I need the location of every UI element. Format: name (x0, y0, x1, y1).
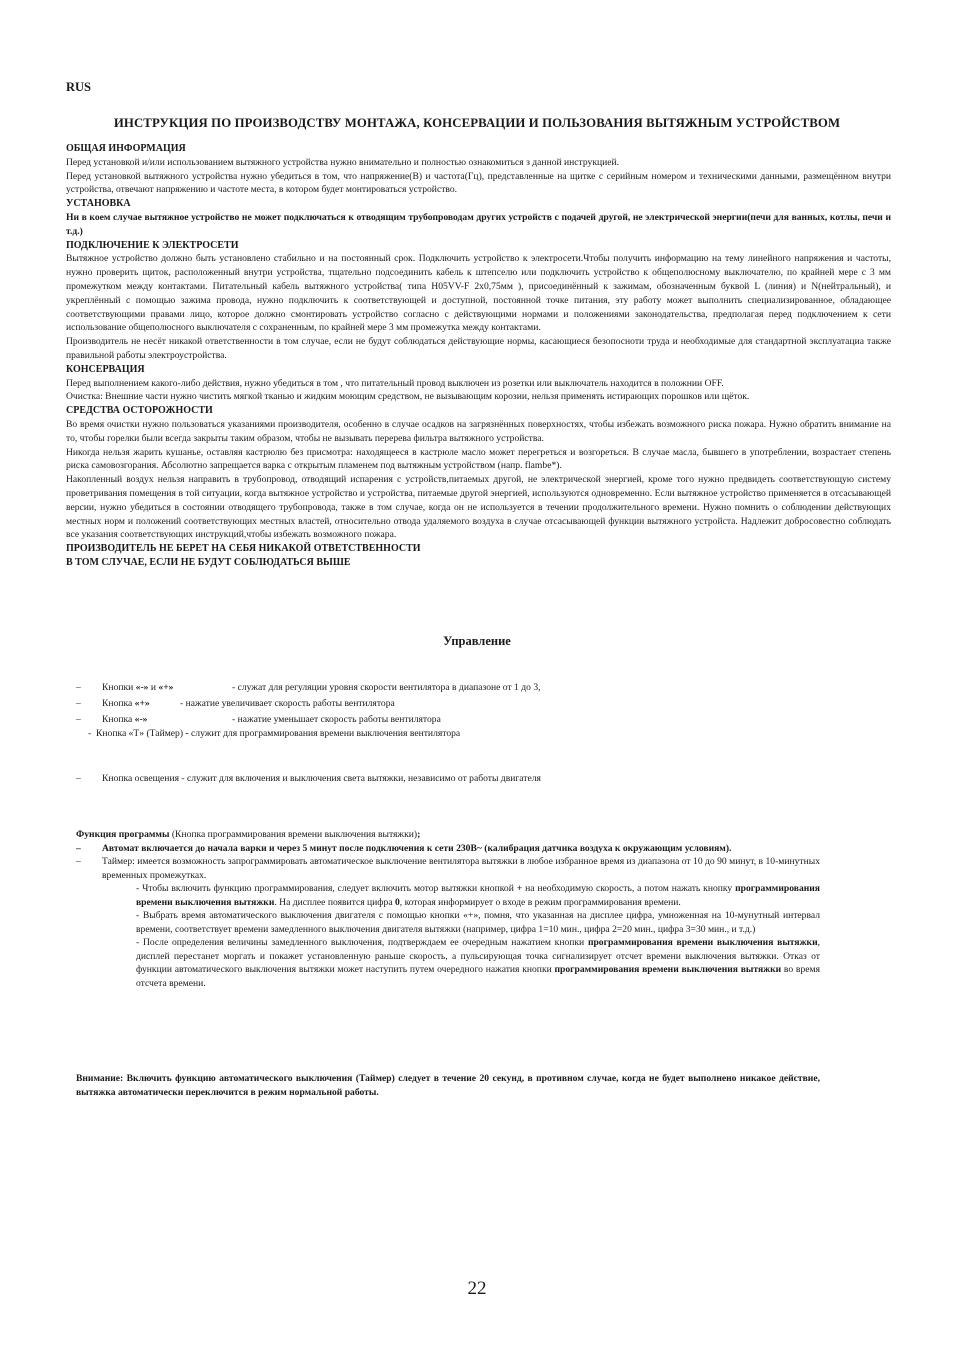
manufacturer-warning-1: ПРОИЗВОДИТЕЛЬ НЕ БЕРЕТ НА СЕБЯ НИКАКОЙ ОТВЕТСТВЕННОСТИ (66, 543, 421, 555)
list-dash: – (76, 682, 81, 693)
electric-paragraph-1: Вытяжное устройство должно быть установлено стабильно и на постоянный срок. Подключить устройство к электросети.Чтобы получить информацию на тему линейного напряжения и частоты, нужно проверить щиток, расположенный внутри устройства, тщательно подсоединить кабель к штепселю или подключить устройство к общеполюсному выключателю, по крайней мере с 3 мм промежутком между контактами. Питательный кабель вытяжного устройства( типа H05VV-F 2x0,75мм ), присоединённый к зажимам, обозначенным буквой L (линия) и N(нейтральный), и укреплённый с помощью зажима провода, нужно подключить к соответствующей и доступной, постоянной точке питания, эту работу может выполнить специализированное, обладающее соответствующими правами лицо, которое должно смонтировать устройство согласно с действующими нормами и положениями законодательства, предполагая перед подключением к сети использование общеполюсного выключателя с сохраненным, по крайней мере 3 мм промежутка между контактами. (66, 253, 891, 334)
program-step-2: - Выбрать время автоматического выключения двигателя с помощью кнопки «+», помня, что указанная на дисплее цифра, умноженная на 10-мунутный интервал времени, соответствует времени замедленного выключения двигателя вытяжки (например, цифра 1=10 мин., цифра 2=20 мин., цифра 3=30 мин., и т.д.) (136, 910, 820, 935)
safety-paragraph-2: Никогда нельзя жарить кушанье, оставляя кастрюлю без присмотра: находящееся в кастрюле масло может перегреться и возгореться. В случае масла, бывшего в употреблении, возрастает степень риска самовозгорания. Абсолютно запрещается варка с открытым пламенем под вытяжным устройством (напр. flambe*). (66, 446, 891, 472)
program-step-3: - После определения величины замедленного выключения, подтверждаем ее очередным нажатием кнопки программирования времени выключения вытяжки, дисплей перестанет моргать и покажет установленную раньше скорость, а пульсирующая точка сигнализирует отсчет времени выключения вытяжки. Отказ от функции автоматического выключения вытяжки может наступить путем очередного нажатия кнопки программирования времени выключения вытяжки во время отсчета времени. (136, 937, 821, 989)
safety-heading: СРЕДСТВА ОСТОРОЖНОСТИ (66, 405, 213, 417)
install-heading: УСТАНОВКА (66, 198, 131, 210)
lang-label: RUS (66, 80, 92, 94)
program-bullet-1: – Автомат включается до начала варки и через 5 минут после подключения к сети 230В~ (калибрация датчика воздуха к окружающим условиям). (76, 842, 732, 854)
list-dash: – (76, 773, 81, 784)
control-label: Кнопка освещения - служит для включения и выключения света вытяжки, независимо от работы двигателя (102, 773, 541, 784)
manufacturer-warning-2: В ТОМ СЛУЧАЕ, ЕСЛИ НЕ БУДУТ СОБЛЮДАТЬСЯ ВЫШЕ (66, 557, 351, 569)
list-dash: – (76, 714, 81, 725)
list-dash: - (88, 728, 92, 739)
general-heading: ОБЩАЯ ИНФОРМАЦИЯ (66, 143, 186, 154)
general-paragraph-1: Перед установкой и/или использованием вытяжного устройства нужно внимательно и полностью ознакомиться з данной инструкцией. (66, 156, 620, 168)
control-label: Кнопки «-» и «+» (102, 682, 174, 693)
document-title: ИНСТРУКЦИЯ ПО ПРОИЗВОДСТВУ МОНТАЖА, КОНСЕРВАЦИИ И ПОЛЬЗОВАНИЯ ВЫТЯЖНЫМ УСТРОЙСТВОМ (113, 116, 841, 130)
program-title: Функция программы (Кнопка программирования времени выключения вытяжки); (76, 829, 421, 840)
electric-heading: ПОДКЛЮЧЕНИЕ К ЭЛЕКТРОСЕТИ (66, 239, 239, 251)
safety-paragraph-3: Накопленный воздух нельзя направить в трубопровод, отводящий испарения с устройств,питаемых другой, не электрической энергией, кроме того нужно предвидеть соответствующую систему проветривания помещения в той ситуации, когда вытяжное устройство и устройства, питаемые другой энергией, используются одновременно. Если вытяжное устройство применяется в отсасывающей версии, нужно убедиться в состоянии отводящего трубопровода, также в том случае, когда он не используется в течении продолжительного времени. Нужно помнить о соблюдении действующих местных норм и положений соответствующих местных властей, относительно отвода удаляемого воздуха в случае отсасывающей функции вытяжного устройста. Надлежит добросовестно соблюдать все указания соответствующих инструкций,чтобы избежать возможного пожара. (66, 474, 891, 541)
control-description: - служат для регуляции уровня скорости вентилятора в диапазоне от 1 до 3, (232, 682, 541, 693)
control-label: Кнопка «+» (102, 698, 150, 709)
install-paragraph: Ни в коем случае вытяжное устройство не может подключаться к отводящим трубопроводам других устройств с подачей другой, не электрической энергии(печи для ванных, котлы, печи и т.д.) (66, 211, 891, 237)
control-description: - нажатие уменьшает скорость работы вентилятора (232, 714, 441, 725)
instructions-body (66, 142, 891, 570)
page-number: 22 (467, 1278, 487, 1299)
program-bullet-2: – Таймер: имеется возможность запрограммировать автоматическое выключение вентилятора вытяжки в любое избранное время из диапазона от 10 до 90 минут, в 10-минутных временных промежутках. (76, 856, 820, 881)
control-description: - нажатие увеличивает скорость работы вентилятора (180, 698, 395, 709)
conservation-paragraph-2: Очистка: Внешние части нужно чистить мягкой тканью и жидким моющим средством, не вызывающим корозии, нельзя применять истирающих порошков или щёток. (66, 391, 750, 403)
attention-note: Внимание: Включить функцию автоматического выключения (Таймер) следует в течение 20 секунд, в противном случае, когда не будет выполнено никакое действие, вытяжка автоматически переключится в режим нормальной работы. (76, 1073, 820, 1098)
safety-paragraph-1: Во время очистки нужно пользоваться указаниями производителя, особенно в случае осадков на загрязнённых поверхностях, чтобы избежать возможного риска пожара. Нужно обратить внимание на то, чтобы горелки были всегда закрыты таким образом, чтобы не вызывать перерева фильтра вытяжного устройства. (66, 418, 891, 444)
electric-paragraph-2: Производитель не несёт никакой ответственности в том случае, если не будут соблюдаться действующие нормы, касающиеся безопосноти труда и необходимые для стандартной эксплуатациа также правильной работы электроустройства. (66, 336, 891, 361)
conservation-paragraph-1: Перед выполнением какого-либо действия, нужно убедиться в том , что питательный провод выключен из розетки или выключатель находится в положнии OFF. (66, 377, 724, 389)
conservation-heading: КОНСЕРВАЦИЯ (66, 363, 145, 375)
control-label: Кнопка «T» (Таймер) - служит для программирования времени выключения вентилятора (96, 728, 461, 739)
program-step-1: - Чтобы включить функцию программирования, следует включить мотор вытяжки кнопкой + на необходимую скорость, а потом нажать кнопку программирования времени выключения вытяжки. На дисплее появится цифра 0, которая информирует о входе в режим программирования времени. (136, 883, 820, 908)
list-dash: – (76, 698, 81, 709)
controls-heading: Управление (443, 634, 511, 648)
program-function-section (76, 828, 820, 990)
control-label: Кнопка «-» (102, 714, 148, 725)
general-paragraph-2: Перед установкой вытяжного устройства нужно убедиться в том, что напряжение(В) и частота(Гц), представленные на щитке с серийным номером и техническими данными, размещённом внутри устройства, отвечают напряжению и частоте места, в котором будет монтироваться устройство. (66, 170, 891, 196)
